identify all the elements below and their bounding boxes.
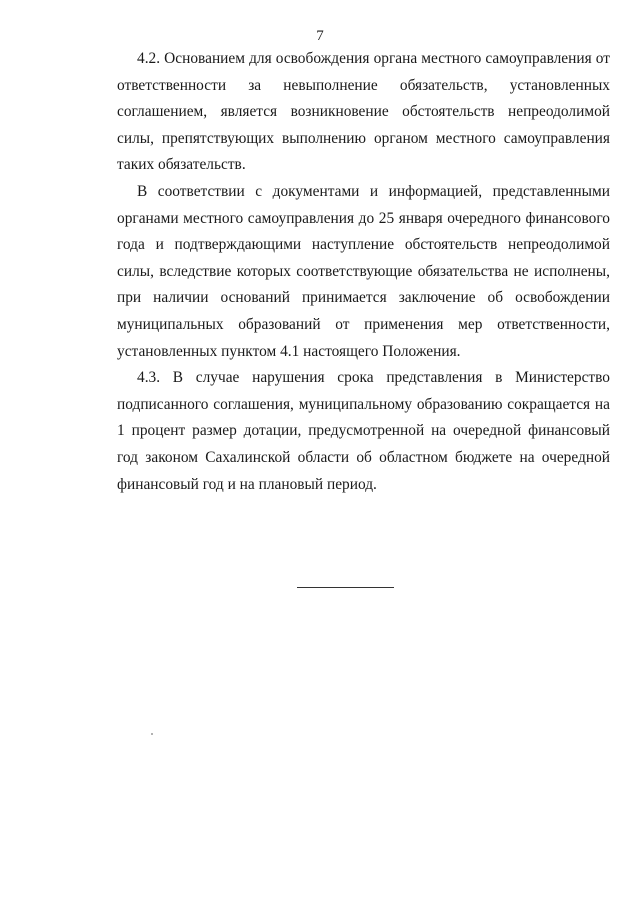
scan-speck	[151, 733, 153, 735]
paragraph-force-majeure: В соответствии с документами и информацией, представленными органами местного самоуправления до 25 января очередного финансового года и подтверждающими наступление обстоятельств непреодолимой силы, вследствие которых соответствующие обязательства не исполнены, при наличии оснований принимается заключение об освобождении муниципальных образований от применения мер ответственности, установленных пунктом 4.1 настоящего Положения.	[117, 182, 610, 360]
document-body	[117, 46, 610, 498]
paragraph-4-3: 4.3. В случае нарушения срока представления в Министерство подписанного соглашения, муниципальному образованию сокращается на 1 процент размер дотации, предусмотренной на очередной финансовый год законом Сахалинской области об областном бюджете на очередной финансовый год и на плановый период.	[117, 369, 610, 493]
page-number: 7	[316, 28, 324, 44]
end-separator-line	[297, 587, 394, 588]
paragraph-4-2: 4.2. Основанием для освобождения органа местного самоуправления от ответственности за невыполнение обязательств, установленных соглашением, является возникновение обстоятельств непреодолимой силы, препятствующих выполнению органом местного самоуправления таких обязательств.	[117, 50, 610, 174]
